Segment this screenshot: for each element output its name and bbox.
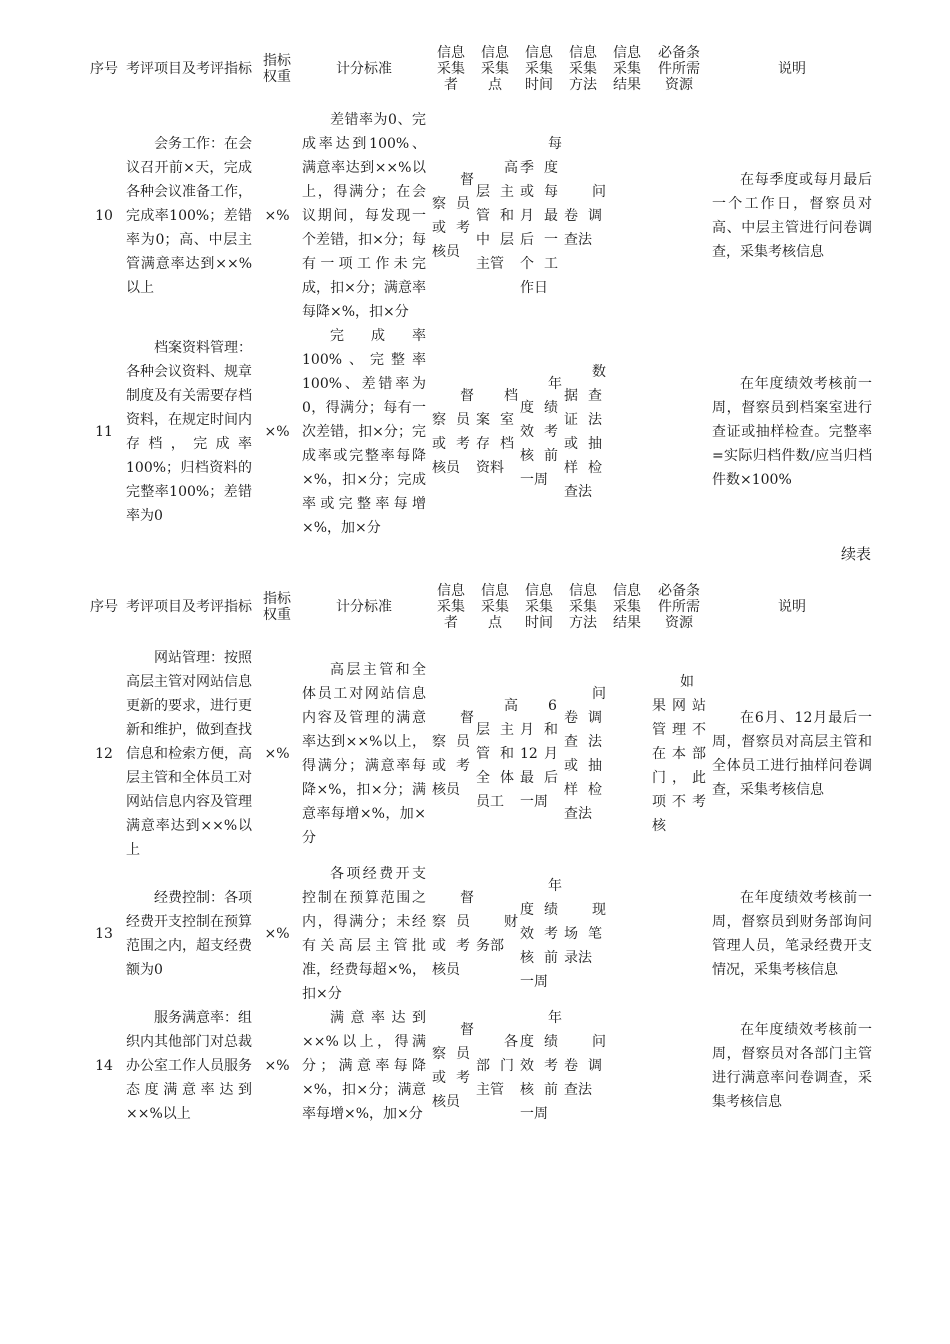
table-row (85, 862, 875, 1006)
row-standard: 各项经费开支控制在预算范围之内，得满分；未经有关高层主管批准，经费每超×%，扣×分 (302, 866, 426, 1002)
row-standard: 完成率100%、完整率100%、差错率为0，得满分；每有一次差错，扣×分；完成率或完整率每降×%，扣×分；完成率或完整率每增×%，加×分 (302, 328, 426, 536)
row-note: 在年度绩效考核前一周，督察员到财务部询问管理人员，笔录经费开支情况，采集考核信息 (712, 890, 872, 978)
header-collector: 信息采集者 (437, 45, 465, 93)
row-weight: ×% (264, 746, 290, 762)
row-note: 在年度绩效考核前一周，督察员到档案室进行查证或抽样检查。完整率=实际归档件数/应当归档件数×100% (712, 376, 872, 488)
row-result (605, 1006, 649, 1126)
table-header-row (85, 30, 875, 108)
header-item: 考评项目及考评指标 (126, 599, 252, 615)
header-weight: 指标权重 (263, 53, 291, 85)
header-standard: 计分标准 (336, 599, 392, 615)
row-result (605, 862, 649, 1006)
row-resource (649, 108, 709, 324)
row-result (605, 324, 649, 540)
table-row (85, 646, 875, 862)
row-result (605, 646, 649, 862)
header-method: 信息采集方法 (569, 45, 597, 93)
header-standard: 计分标准 (336, 61, 392, 77)
row-weight: ×% (264, 1058, 290, 1074)
row-index: 12 (95, 746, 113, 762)
row-weight: ×% (264, 926, 290, 942)
row-note: 在每季度或每月最后一个工作日，督察员对高、中层主管进行问卷调查，采集考核信息 (712, 172, 872, 260)
row-index: 13 (95, 926, 113, 942)
header-index: 序号 (90, 61, 118, 77)
row-index: 14 (95, 1058, 113, 1074)
table-header-row (85, 568, 875, 646)
row-time: 6月和12月最后一周 (520, 698, 558, 810)
header-point: 信息采集点 (481, 583, 509, 631)
row-item: 档案资料管理：各种会议资料、规章制度及有关需要存档资料，在规定时间内存档，完成率100%；归档资料的完整率100%；差错率为0 (126, 340, 252, 524)
row-time: 年度绩效考核前一周 (520, 376, 562, 488)
row-note: 在年度绩效考核前一周，督察员对各部门主管进行满意率问卷调查，采集考核信息 (712, 1022, 872, 1110)
row-standard: 满意率达到××%以上，得满分；满意率每降×%，扣×分；满意率每增×%，加×分 (302, 1010, 426, 1122)
header-time: 信息采集时间 (525, 45, 553, 93)
continued-label: 续表 (840, 545, 871, 563)
row-note: 在6月、12月最后一周，督察员对高层主管和全体员工进行抽样问卷调查，采集考核信息 (712, 710, 872, 798)
row-method: 数据查证法或抽样检查法 (564, 364, 606, 500)
table-row (85, 108, 875, 324)
row-weight: ×% (264, 208, 290, 224)
row-standard: 差错率为0、完成率达到100%、满意率达到××%以上，得满分；在会议期间，每发现一个差错，扣×分；每有一项工作未完成，扣×分；满意率每降×%，扣×分 (302, 112, 426, 320)
row-time: 年度绩效考核前一周 (520, 878, 562, 990)
header-resource: 必备条件所需资源 (658, 583, 700, 631)
row-point: 高层主管和全体员工 (476, 698, 518, 810)
row-method: 问卷调查法 (564, 1034, 606, 1098)
row-point: 各部门主管 (476, 1034, 518, 1098)
document-page (85, 30, 875, 1126)
row-resource: 如果网站管理不在本部门，此项不考核 (652, 674, 706, 834)
row-resource (649, 1006, 709, 1126)
table-row (85, 324, 875, 540)
header-note: 说明 (778, 599, 806, 615)
row-index: 10 (95, 208, 113, 224)
table-row (85, 1006, 875, 1126)
header-result: 信息采集结果 (613, 583, 641, 631)
header-item: 考评项目及考评指标 (126, 61, 252, 77)
row-index: 11 (95, 424, 113, 440)
row-item: 服务满意率：组织内其他部门对总裁办公室工作人员服务态度满意率达到××%以上 (126, 1010, 252, 1122)
header-resource: 必备条件所需资源 (658, 45, 700, 93)
row-collector: 督察员或考核员 (432, 890, 474, 978)
row-method: 问卷调查法或抽样检查法 (564, 686, 606, 822)
row-collector: 督察员或考核员 (432, 388, 474, 476)
row-point: 财务部 (476, 914, 518, 954)
header-time: 信息采集时间 (525, 583, 553, 631)
assessment-table-part1 (85, 30, 875, 540)
row-method: 问卷调查法 (564, 184, 606, 248)
header-collector: 信息采集者 (437, 583, 465, 631)
row-item: 经费控制：各项经费开支控制在预算范围之内，超支经费额为0 (126, 890, 252, 978)
row-standard: 高层主管和全体员工对网站信息内容及管理的满意率达到××%以上，得满分；满意率每降×%，扣×分；满意率每增×%，加×分 (302, 662, 426, 846)
row-method: 现场笔录法 (564, 902, 606, 966)
row-collector: 督察员或考核员 (432, 1022, 474, 1110)
row-collector: 督察员或考核员 (432, 172, 474, 260)
header-method: 信息采集方法 (569, 583, 597, 631)
row-resource (649, 862, 709, 1006)
row-point: 高层主管和中层主管 (476, 160, 518, 272)
row-item: 会务工作：在会议召开前×天，完成各种会议准备工作，完成率100%；差错率为0；高、中层主管满意率达到××%以上 (126, 136, 252, 296)
header-result: 信息采集结果 (613, 45, 641, 93)
row-time: 每季度或每月最后一个工作日 (520, 136, 562, 296)
header-weight: 指标权重 (263, 591, 291, 623)
row-collector: 督察员或考核员 (432, 710, 474, 798)
row-weight: ×% (264, 424, 290, 440)
header-note: 说明 (778, 61, 806, 77)
header-point: 信息采集点 (481, 45, 509, 93)
row-item: 网站管理：按照高层主管对网站信息更新的要求，进行更新和维护，做到查找信息和检索方便，高层主管和全体员工对网站信息内容及管理满意率达到××%以上 (126, 650, 252, 858)
row-time: 年度绩效考核前一周 (520, 1010, 562, 1122)
assessment-table-part2 (85, 568, 875, 1126)
header-index: 序号 (90, 599, 118, 615)
row-point: 档案室存档资料 (476, 388, 518, 476)
row-resource (649, 324, 709, 540)
row-result (605, 108, 649, 324)
